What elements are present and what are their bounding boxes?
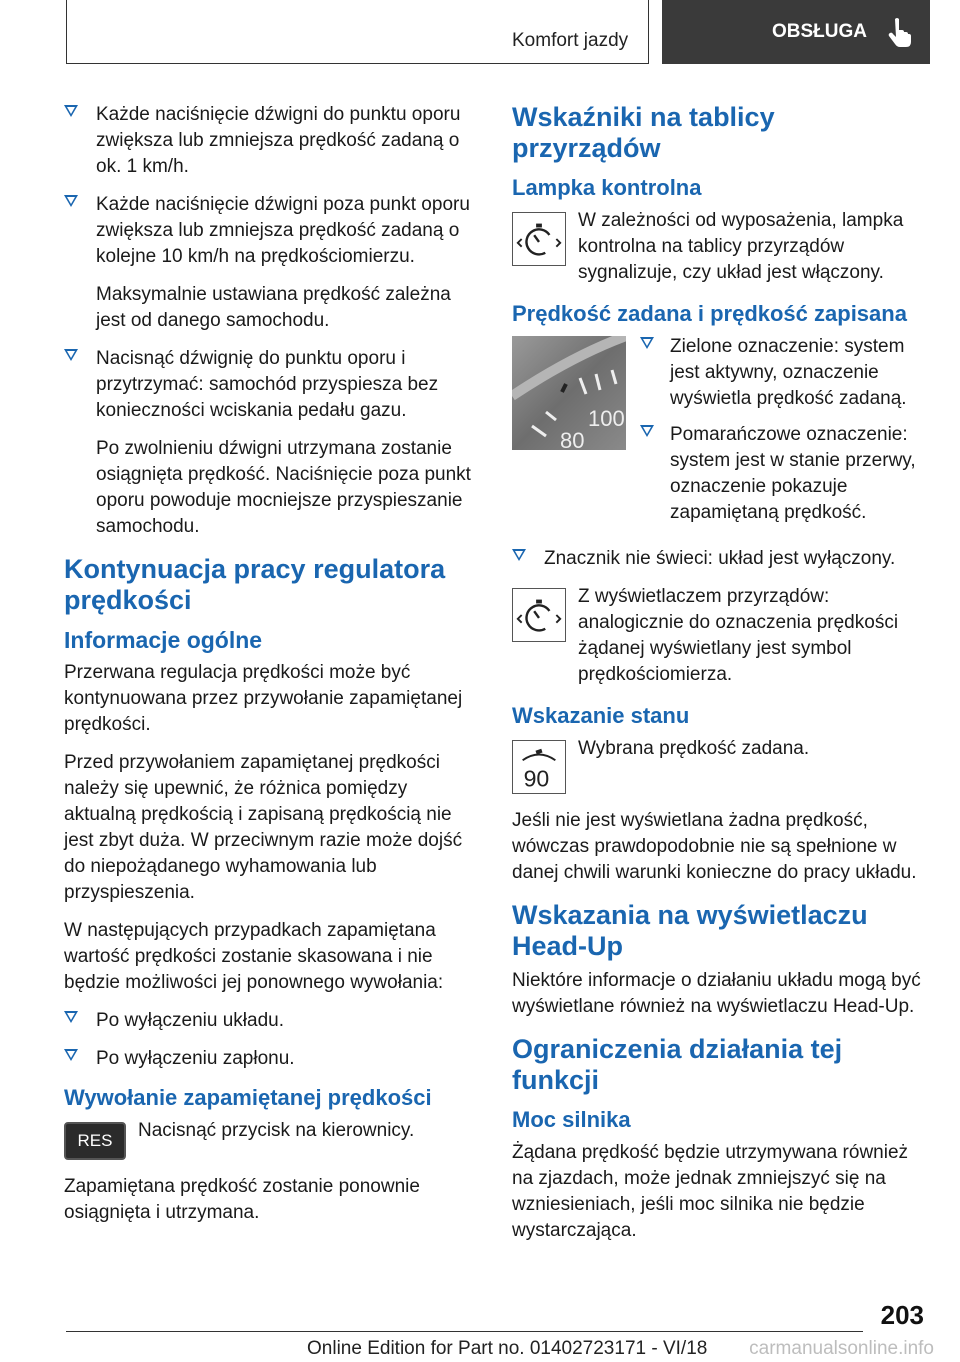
analog-display-row — [512, 584, 930, 688]
res-button-row — [64, 1118, 484, 1160]
section-title: Komfort jazdy — [512, 30, 629, 51]
chapter-tab — [662, 0, 930, 64]
list-item — [640, 334, 930, 412]
heading-status: Wskazanie stanu — [512, 703, 690, 728]
triangle-bullet-icon — [512, 549, 526, 561]
header-divider — [648, 0, 649, 64]
note-text: Maksymalnie ustawiana prędkość zależna jest od danego samochodu. — [96, 284, 451, 331]
heading-indicators: Wskaźniki na tablicy przyrządów — [512, 102, 775, 163]
paragraph: Żądana prędkość będzie utrzymywana również na zjazdach, może jednak zmniejszyć się na wzniesieniach, jeśli moc silnika nie będzie wystarczająca. — [512, 1142, 909, 1241]
heading-limits: Ograniczenia działania tej funkcji — [512, 1034, 843, 1095]
triangle-bullet-icon — [640, 337, 654, 349]
edition-text: Online Edition for Part no. 01402723171 - VI/18 — [307, 1338, 708, 1359]
list-item-text: Każde naciśnięcie dźwigni do punktu oporu zwiększa lub zmniejsza prędkość zadaną o ok. 1 km/h. — [96, 104, 461, 177]
paragraph: Niektóre informacje o działaniu układu mogą być wyświetlane również na wyświetlaczu Head-Up. — [512, 970, 921, 1017]
list-item-text: Każde naciśnięcie dźwigni poza punkt oporu zwiększa lub zmniejsza prędkość zadaną o kolejne 10 km/h na prędkościomierzu. — [96, 194, 470, 267]
lamp-description: W zależności od wyposażenia, lampka kontrolna na tablicy przyrządów sygnalizuje, czy układ jest włączony. — [578, 210, 904, 283]
note-text: Po zwolnieniu dźwigni utrzymana zostanie osiągnięta prędkość. Naciśnięcie poza punkt oporu powoduje mocniejsze przyspieszanie samochodu. — [96, 438, 471, 537]
res-instruction: Nacisnąć przycisk na kierownicy. — [138, 1120, 415, 1141]
paragraph: Jeśli nie jest wyświetlana żadna prędkość, wówczas prawdopodobnie nie są spełnione w danej chwili warunki konieczne do pracy układu. — [512, 810, 917, 883]
heading-set-speed: Prędkość zadana i prędkość zapisana — [512, 301, 907, 326]
analog-description: Z wyświetlaczem przyrządów: analogicznie do oznaczenia prędkości żądanej wyświetlany jest symbol prędkościomierza. — [578, 586, 899, 685]
page-number: 203 — [880, 1300, 924, 1330]
speed-marker-list — [640, 334, 930, 536]
list-item-text: Zielone oznaczenie: system jest aktywny, oznaczenie wyświetla prędkość zadaną. — [670, 336, 907, 409]
header-divider — [66, 63, 648, 64]
heading-engine: Moc silnika — [512, 1107, 631, 1132]
list-item-text: Nacisnąć dźwignię do punktu oporu i przytrzymać: samochód przyspiesza bez konieczności wciskania pedału gazu. — [96, 348, 439, 421]
heading-hud: Wskazania na wyświetlaczu Head-Up — [512, 900, 868, 961]
list-item — [512, 546, 930, 572]
triangle-bullet-icon — [64, 105, 78, 117]
list-item-text: Po wyłączeniu układu. — [96, 1010, 284, 1031]
triangle-bullet-icon — [64, 195, 78, 207]
speedometer-section — [512, 334, 930, 536]
heading-continue: Kontynuacja pracy regulatora prędkości — [64, 554, 446, 615]
paragraph: Przerwana regulacja prędkości może być kontynuowana przez przywołanie zapamiętanej prędkości. — [64, 662, 463, 735]
header-divider — [66, 0, 67, 64]
status-description: Wybrana prędkość zadana. — [578, 738, 810, 759]
chapter-tab-label: OBSŁUGA — [772, 21, 867, 42]
paragraph: Przed przywołaniem zapamiętanej prędkości należy się upewnić, że różnica pomiędzy aktualną prędkością i zapisaną prędkością nie jest zbyt duża. W przeciwnym razie może dojść do niepożądanego wyhamowania lub przyspieszenia. — [64, 752, 463, 903]
list-item — [64, 1046, 484, 1072]
speedo-label-100: 100 — [588, 406, 625, 431]
paragraph: Zapamiętana prędkość zostanie ponownie osiągnięta i utrzymana. — [64, 1176, 420, 1223]
set-speed-90-icon — [512, 740, 566, 794]
set-speed-value: 90 — [523, 765, 550, 792]
triangle-bullet-icon — [640, 425, 654, 437]
triangle-bullet-icon — [64, 1011, 78, 1023]
cruise-control-speedometer-icon — [512, 212, 566, 266]
list-item-text: Pomarańczowe oznaczenie: system jest w stanie przerwy, oznaczenie pokazuje zapamiętaną prędkość. — [670, 424, 916, 523]
triangle-bullet-icon — [64, 1049, 78, 1061]
list-item — [640, 422, 930, 526]
triangle-bullet-icon — [64, 349, 78, 361]
list-item — [64, 102, 484, 180]
left-column — [64, 102, 484, 1238]
page-header — [66, 0, 930, 64]
heading-general-info: Informacje ogólne — [64, 627, 263, 653]
indicator-lamp-row — [512, 208, 930, 286]
list-item — [64, 346, 484, 424]
list-item — [64, 1008, 484, 1034]
list-item-text: Po wyłączeniu zapłonu. — [96, 1048, 295, 1069]
footer-divider — [66, 1331, 863, 1332]
speedometer-symbol-icon — [512, 588, 566, 642]
right-column — [512, 102, 930, 1256]
list-item — [64, 192, 484, 270]
watermark: carmanualsonline.info — [749, 1338, 934, 1359]
paragraph: W następujących przypadkach zapamiętana wartość prędkości zostanie skasowana i nie będzie możliwości jej ponownego wywołania: — [64, 920, 444, 993]
status-row — [512, 736, 930, 794]
heading-indicator-lamp: Lampka kontrolna — [512, 175, 702, 200]
speedometer-image — [512, 336, 626, 450]
speedo-label-80: 80 — [560, 428, 585, 450]
res-button-icon: RES — [64, 1122, 126, 1160]
heading-recall: Wywołanie zapamiętanej prędkości — [64, 1085, 432, 1110]
hand-pointer-icon — [887, 17, 913, 47]
list-item-text: Znacznik nie świeci: układ jest wyłączony. — [544, 548, 896, 569]
